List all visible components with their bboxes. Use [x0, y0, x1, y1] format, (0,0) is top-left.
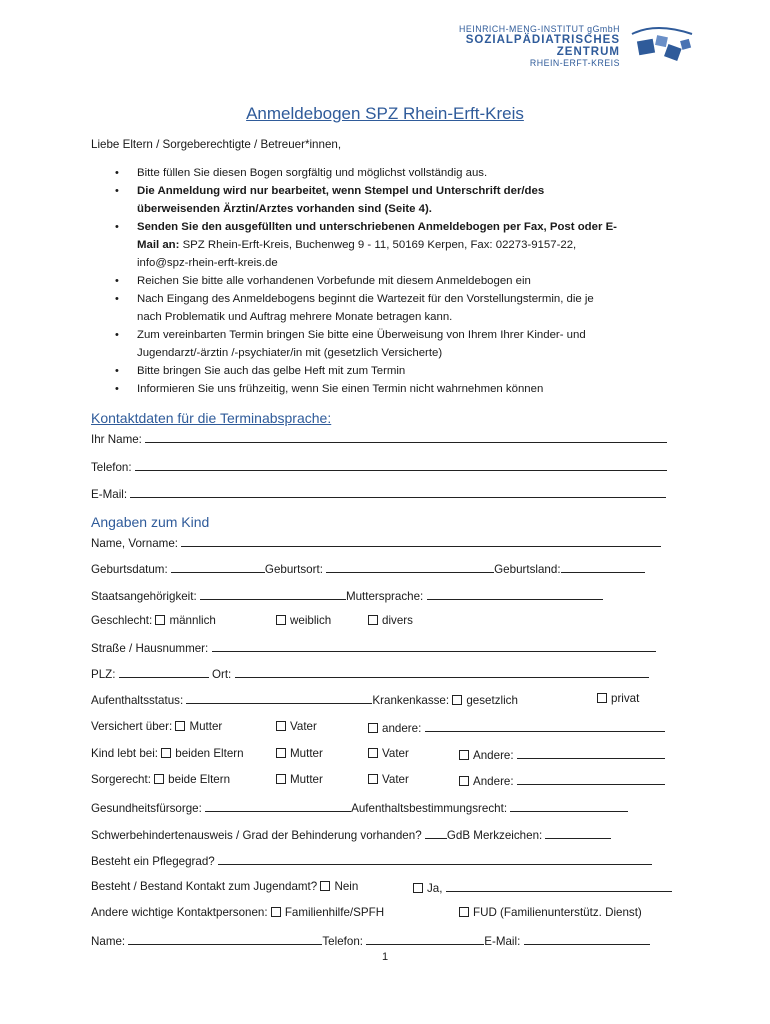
contact-phone-row [91, 459, 667, 475]
option-label: Mutter [290, 747, 323, 760]
bullet-text: Bitte füllen Sie diesen Bogen sorgfältig und möglichst vollständig aus. [137, 167, 488, 179]
custody-father [368, 773, 409, 787]
residence-right-input[interactable] [510, 800, 628, 812]
field-label: PLZ: [91, 668, 116, 681]
option-label: Nein [334, 880, 359, 893]
disability-row [91, 827, 611, 843]
bullet-text: nach Problematik und Auftrag mehrere Monate betragen kann. [137, 311, 453, 323]
bullet-text [137, 236, 576, 254]
bullet-dot: • [115, 221, 119, 233]
custody-mother-checkbox[interactable] [276, 774, 286, 784]
field-label: Versichert über: [91, 720, 173, 733]
child-name-input[interactable] [181, 535, 661, 547]
care-level-input[interactable] [218, 853, 652, 865]
insured-row [91, 720, 222, 734]
lives-row [91, 747, 244, 761]
bullet-text: Reichen Sie bitte alle vorhandenen Vorbefunde mit diesem Anmeldebogen ein [137, 275, 531, 287]
custody-other [459, 773, 665, 789]
youth-no-checkbox[interactable] [320, 881, 330, 891]
option-label: FUD (Familienunterstütz. Dienst) [473, 906, 642, 919]
lives-father [368, 747, 409, 761]
insurance-private [597, 692, 639, 706]
birthcountry-input[interactable] [561, 561, 645, 573]
bullet-dot: • [115, 185, 119, 197]
lives-other [459, 747, 665, 763]
field-label: E-Mail: [91, 488, 128, 501]
contact-heading: Kontaktdaten für die Terminabsprache: [91, 410, 332, 426]
field-label: Geburtsland: [494, 563, 561, 576]
bullet-dot: • [115, 293, 119, 305]
statutory-checkbox[interactable] [452, 695, 462, 705]
other-contacts-row [91, 906, 384, 920]
insured-mother-checkbox[interactable] [175, 721, 185, 731]
option-label: Vater [290, 720, 317, 733]
bullet-text: Bitte bringen Sie auch das gelbe Heft mit zum Termin [137, 365, 406, 377]
bullet-dot: • [115, 329, 119, 341]
option-label: divers [382, 614, 413, 627]
street-row [91, 640, 656, 656]
female-checkbox[interactable] [276, 615, 286, 625]
option-label: Mutter [189, 720, 223, 733]
option-label: beide Eltern [168, 773, 231, 786]
field-label: Aufenthaltsbestimmungsrecht: [351, 802, 508, 815]
greeting: Liebe Eltern / Sorgeberechtigte / Betreuer*innen, [91, 138, 342, 151]
bullet-dot: • [115, 167, 119, 179]
contact-person-phone-input[interactable] [366, 933, 484, 945]
field-label: Sorgerecht: [91, 773, 151, 786]
option-label: weiblich [290, 614, 332, 627]
logo-region: RHEIN-ERFT-KREIS [529, 58, 620, 68]
bullet-text: Jugendarzt/-ärztin /-psychiater/in mit (gesetzlich Versicherte) [137, 347, 443, 359]
bullet-text: Informieren Sie uns frühzeitig, wenn Sie einen Termin nicht wahrnehmen können [137, 383, 544, 395]
contact-email-row [91, 486, 666, 502]
zip-row [91, 666, 649, 682]
diverse-checkbox[interactable] [368, 615, 378, 625]
family-help-checkbox[interactable] [271, 907, 281, 917]
option-label: Andere: [473, 749, 514, 762]
field-label: Telefon: [91, 461, 132, 474]
youth-yes-input[interactable] [446, 880, 672, 892]
field-label: Krankenkasse: [372, 694, 450, 707]
address-text: SPZ Rhein-Erft-Kreis, Buchenweg 9 - 11, 50169 Kerpen, Fax: 02273-9157-22, [179, 239, 577, 251]
bullet-dot: • [115, 275, 119, 287]
insured-father [276, 720, 317, 734]
field-label: Besteht ein Pflegegrad? [91, 855, 215, 868]
lives-mother [276, 747, 323, 761]
email-input[interactable] [130, 486, 666, 498]
citizenship-row [91, 588, 603, 604]
custody-father-checkbox[interactable] [368, 774, 378, 784]
field-label: Staatsangehörigkeit: [91, 590, 197, 603]
residence-row [91, 692, 518, 708]
option-label: Ja, [427, 882, 443, 895]
field-label: Geburtsort: [264, 563, 323, 576]
insured-other [368, 720, 665, 736]
bullet-text: Nach Eingang des Anmeldebogens beginnt die Wartezeit für den Vorstellungstermin, die je [137, 293, 594, 305]
phone-input[interactable] [135, 459, 667, 471]
insured-other-input[interactable] [425, 720, 665, 732]
gender-row [91, 614, 216, 628]
youth-office-row [91, 880, 358, 894]
field-label: Schwerbehindertenausweis / Grad der Behinderung vorhanden? [91, 829, 422, 842]
custody-both-checkbox[interactable] [154, 774, 164, 784]
option-label: Vater [382, 747, 409, 760]
lives-mother-checkbox[interactable] [276, 748, 286, 758]
health-care-input[interactable] [205, 800, 351, 812]
page-number: 1 [381, 951, 389, 963]
birth-row [91, 561, 645, 577]
option-label: beiden Eltern [175, 747, 244, 760]
mothertongue-input[interactable] [427, 588, 603, 600]
gdb-input[interactable] [545, 827, 611, 839]
field-label: Gesundheitsfürsorge: [91, 802, 202, 815]
gender-diverse [368, 614, 413, 628]
logo-block [410, 24, 620, 68]
option-label: männlich [169, 614, 216, 627]
field-label: Telefon: [322, 935, 363, 948]
option-label: privat [611, 692, 640, 705]
fud-checkbox[interactable] [459, 907, 469, 917]
option-label: Vater [382, 773, 409, 786]
lives-other-input[interactable] [517, 747, 665, 759]
field-label: Muttersprache: [345, 590, 424, 603]
lives-father-checkbox[interactable] [368, 748, 378, 758]
insured-other-checkbox[interactable] [368, 723, 378, 733]
logo-center: SOZIALPÄDIATRISCHES ZENTRUM [465, 34, 620, 58]
contact-person-name-input[interactable] [128, 933, 322, 945]
lives-other-checkbox[interactable] [459, 750, 469, 760]
logo-institute: HEINRICH-MENG-INSTITUT gGmbH [459, 24, 620, 34]
health-row [91, 800, 628, 816]
field-label: Besteht / Bestand Kontakt zum Jugendamt? [91, 880, 318, 893]
birthplace-input[interactable] [326, 561, 494, 573]
contact-name-row [91, 431, 667, 447]
bullet-text: überweisenden Ärztin/Arztes vorhanden sind (Seite 4). [137, 203, 432, 215]
zip-input[interactable] [119, 666, 209, 678]
name-input[interactable] [145, 431, 667, 443]
mail-label: Mail an: [137, 239, 180, 251]
contact-person-email-input[interactable] [524, 933, 650, 945]
bullet-dot: • [115, 383, 119, 395]
email-address: info@spz-rhein-erft-kreis.de [137, 257, 278, 269]
insured-father-checkbox[interactable] [276, 721, 286, 731]
gender-female [276, 614, 331, 628]
field-label: Andere wichtige Kontaktpersonen: [91, 906, 268, 919]
field-label: E-Mail: [484, 935, 521, 948]
birthdate-input[interactable] [171, 561, 265, 573]
field-label: Aufenthaltsstatus: [91, 694, 184, 707]
field-label: Name: [91, 935, 126, 948]
field-label: Kind lebt bei: [91, 747, 159, 760]
option-label: Mutter [290, 773, 323, 786]
bullet-text: Senden Sie den ausgefüllten und unterschriebenen Anmeldebogen per Fax, Post oder E- [137, 221, 617, 233]
field-label: Name, Vorname: [91, 537, 178, 550]
field-label: Geschlecht: [91, 614, 153, 627]
custody-mother [276, 773, 323, 787]
bullet-dot: • [115, 365, 119, 377]
contact-person-row [91, 933, 650, 949]
option-label: Familienhilfe/SPFH [284, 906, 385, 919]
bullet-text: Zum vereinbarten Termin bringen Sie bitte eine Überweisung von Ihrem Ihrer Kinder- und [137, 329, 586, 341]
youth-yes-checkbox[interactable] [413, 883, 423, 893]
field-label: Geburtsdatum: [91, 563, 168, 576]
care-level-row [91, 853, 652, 869]
option-label: Andere: [473, 775, 514, 788]
custody-other-input[interactable] [517, 773, 665, 785]
male-checkbox[interactable] [155, 615, 165, 625]
street-input[interactable] [212, 640, 656, 652]
field-label: GdB Merkzeichen: [446, 829, 543, 842]
custody-row [91, 773, 230, 787]
page-title: Anmeldebogen SPZ Rhein-Erft-Kreis [246, 104, 524, 123]
private-checkbox[interactable] [597, 693, 607, 703]
option-label: andere: [382, 722, 422, 735]
disability-degree-input[interactable] [425, 827, 447, 839]
bullet-text: Die Anmeldung wird nur bearbeitet, wenn Stempel und Unterschrift der/des [137, 185, 545, 197]
field-label: Straße / Hausnummer: [91, 642, 209, 655]
option-label: gesetzlich [466, 694, 518, 707]
residence-input[interactable] [186, 692, 372, 704]
field-label: Ihr Name: [91, 433, 142, 446]
city-input[interactable] [235, 666, 649, 678]
lives-both-checkbox[interactable] [161, 748, 171, 758]
custody-other-checkbox[interactable] [459, 776, 469, 786]
citizenship-input[interactable] [200, 588, 346, 600]
child-heading: Angaben zum Kind [91, 514, 210, 530]
logo-icon [626, 24, 696, 68]
youth-yes [413, 880, 672, 896]
child-name-row [91, 535, 661, 551]
field-label: Ort: [211, 668, 232, 681]
fud-option [459, 906, 642, 920]
